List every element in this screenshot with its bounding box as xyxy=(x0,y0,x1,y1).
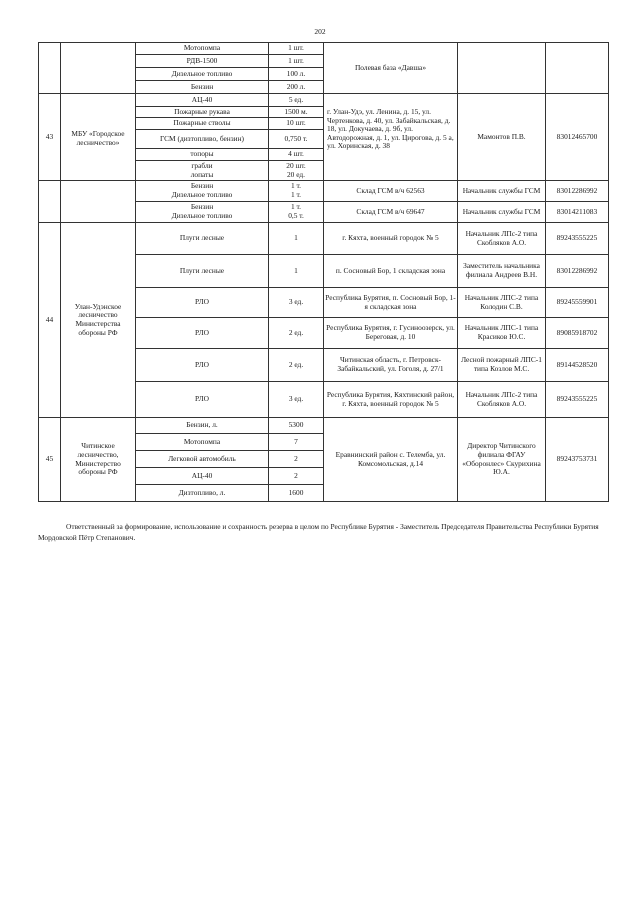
cell-contact: Начальник ЛПс-2 типа Скобляков А.О. xyxy=(458,223,546,255)
cell-contact: Начальник службы ГСМ xyxy=(458,181,546,202)
cell-location: Республика Бурятия, п. Сосновый Бор, 1-я складская зона xyxy=(324,288,458,318)
cell-phone: 83012286992 xyxy=(546,181,609,202)
cell-qty: 5 ед. xyxy=(269,94,324,107)
reserve-table xyxy=(38,42,609,502)
cell-item: Плуги лесные xyxy=(136,255,269,288)
cell-contact: Мамонтов П.В. xyxy=(458,94,546,181)
cell-item: Мотопомпа xyxy=(136,43,269,55)
cell-item: топоры xyxy=(136,149,269,161)
cell-item: Легковой автомобиль xyxy=(136,451,269,468)
cell-phone xyxy=(546,43,609,94)
cell-item: РЛО xyxy=(136,318,269,349)
cell-contact xyxy=(458,43,546,94)
cell-qty: 10 шт. xyxy=(269,118,324,130)
cell-qty: 20 шт. 20 ед. xyxy=(269,161,324,181)
table-row xyxy=(39,202,609,223)
cell-contact: Начальник службы ГСМ xyxy=(458,202,546,223)
cell-qty: 5300 xyxy=(269,418,324,434)
cell-num: 43 xyxy=(39,94,61,181)
cell-num xyxy=(39,181,61,202)
cell-qty: 1 шт. xyxy=(269,43,324,55)
cell-item: АЦ-40 xyxy=(136,94,269,107)
cell-item: ГСМ (дизтопливо, бензин) xyxy=(136,130,269,149)
cell-location: Республика Бурятия, г. Гусиноозерск, ул. Береговая, д. 10 xyxy=(324,318,458,349)
cell-item: Бензин xyxy=(136,81,269,94)
cell-qty: 3 ед. xyxy=(269,288,324,318)
cell-item: Бензин Дизельное топливо xyxy=(136,202,269,223)
cell-num: 44 xyxy=(39,223,61,418)
cell-qty: 2 ед. xyxy=(269,349,324,382)
cell-phone: 89085918702 xyxy=(546,318,609,349)
table-row xyxy=(39,181,609,202)
cell-num: 45 xyxy=(39,418,61,502)
cell-item: Плуги лесные xyxy=(136,223,269,255)
cell-qty: 1 шт. xyxy=(269,55,324,68)
cell-qty: 1 xyxy=(269,255,324,288)
cell-contact: Начальник ЛПс-2 типа Скобляков А.О. xyxy=(458,382,546,418)
table-row xyxy=(39,43,609,55)
cell-item: РЛО xyxy=(136,382,269,418)
cell-org: Читинское лесничество, Министерство обороны РФ xyxy=(61,418,136,502)
cell-location: Читинская область, г. Петровск-Забайкальский, ул. Гоголя, д. 27/1 xyxy=(324,349,458,382)
cell-item: Бензин Дизельное топливо xyxy=(136,181,269,202)
cell-org xyxy=(61,202,136,223)
cell-qty: 7 xyxy=(269,434,324,451)
cell-item: Пожарные стволы xyxy=(136,118,269,130)
cell-phone: 89245559901 xyxy=(546,288,609,318)
cell-org: Улан-Удэнское лесничество Министерства обороны РФ xyxy=(61,223,136,418)
cell-org xyxy=(61,181,136,202)
cell-qty: 0,750 т. xyxy=(269,130,324,149)
cell-qty: 1 т. 1 т. xyxy=(269,181,324,202)
cell-qty: 2 ед. xyxy=(269,318,324,349)
cell-qty: 1 xyxy=(269,223,324,255)
cell-item: Пожарные рукава xyxy=(136,107,269,118)
cell-org: МБУ «Городское лесничество» xyxy=(61,94,136,181)
cell-qty: 2 xyxy=(269,451,324,468)
cell-phone: 89144528520 xyxy=(546,349,609,382)
cell-location: Еравнинский район с. Телемба, ул. Комсомольская, д.14 xyxy=(324,418,458,502)
cell-item: РЛО xyxy=(136,349,269,382)
cell-item: Мотопомпа xyxy=(136,434,269,451)
cell-qty: 1500 м. xyxy=(269,107,324,118)
cell-item: Бензин, л. xyxy=(136,418,269,434)
cell-phone: 83012465700 xyxy=(546,94,609,181)
cell-contact: Начальник ЛПС-2 типа Колодин С.В. xyxy=(458,288,546,318)
table-row xyxy=(39,418,609,434)
table-row xyxy=(39,223,609,255)
cell-phone: 89243555225 xyxy=(546,223,609,255)
cell-contact: Директор Читинского филиала ФГАУ «Оборонлес» Скурихина Ю.А. xyxy=(458,418,546,502)
cell-item: Дизтопливо, л. xyxy=(136,485,269,502)
cell-location: Склад ГСМ в/ч 69647 xyxy=(324,202,458,223)
table-row xyxy=(39,94,609,107)
cell-location: Полевая база «Давша» xyxy=(324,43,458,94)
cell-num xyxy=(39,202,61,223)
cell-location: п. Сосновый Бор, 1 складская зона xyxy=(324,255,458,288)
cell-item: РЛО xyxy=(136,288,269,318)
cell-location: г. Улан-Удэ, ул. Ленина, д. 15, ул. Чертенкова, д. 40, ул. Забайкальская, д. 18, ул. Докучаева, д. 9б, ул. Автодорожная, д. 1, ул. Цирогова, д. 5 а, ул. Хоринская, д. 38 xyxy=(324,94,458,181)
cell-contact: Заместитель начальника филиала Андреев В.Н. xyxy=(458,255,546,288)
cell-item: Дизельное топливо xyxy=(136,68,269,81)
cell-phone: 83012286992 xyxy=(546,255,609,288)
cell-phone: 89243753731 xyxy=(546,418,609,502)
cell-contact: Лесной пожарный ЛПС-1 типа Козлов М.С. xyxy=(458,349,546,382)
cell-qty: 100 л. xyxy=(269,68,324,81)
responsible-paragraph: Ответственный за формирование, использование и сохранность резерва в целом по Республике Бурятия - Заместитель Председателя Правительства Республики Бурятия Мордовской Пётр Степанович. xyxy=(38,522,599,542)
cell-location: г. Кяхта, военный городок № 5 xyxy=(324,223,458,255)
page-number: 202 xyxy=(314,27,326,36)
cell-phone: 89243555225 xyxy=(546,382,609,418)
cell-contact: Начальник ЛПС-1 типа Красиков Ю.С. xyxy=(458,318,546,349)
cell-location: Республика Бурятия, Кяхтинский район, г. Кяхта, военный городок № 5 xyxy=(324,382,458,418)
cell-location: Склад ГСМ в/ч 62563 xyxy=(324,181,458,202)
cell-qty: 200 л. xyxy=(269,81,324,94)
cell-num xyxy=(39,43,61,94)
cell-item: РДВ-1500 xyxy=(136,55,269,68)
cell-item: АЦ-40 xyxy=(136,468,269,485)
cell-qty: 4 шт. xyxy=(269,149,324,161)
cell-qty: 3 ед. xyxy=(269,382,324,418)
cell-item: грабли лопаты xyxy=(136,161,269,181)
cell-qty: 1 т. 0,5 т. xyxy=(269,202,324,223)
cell-qty: 1600 xyxy=(269,485,324,502)
cell-qty: 2 xyxy=(269,468,324,485)
cell-phone: 83014211083 xyxy=(546,202,609,223)
cell-org xyxy=(61,43,136,94)
